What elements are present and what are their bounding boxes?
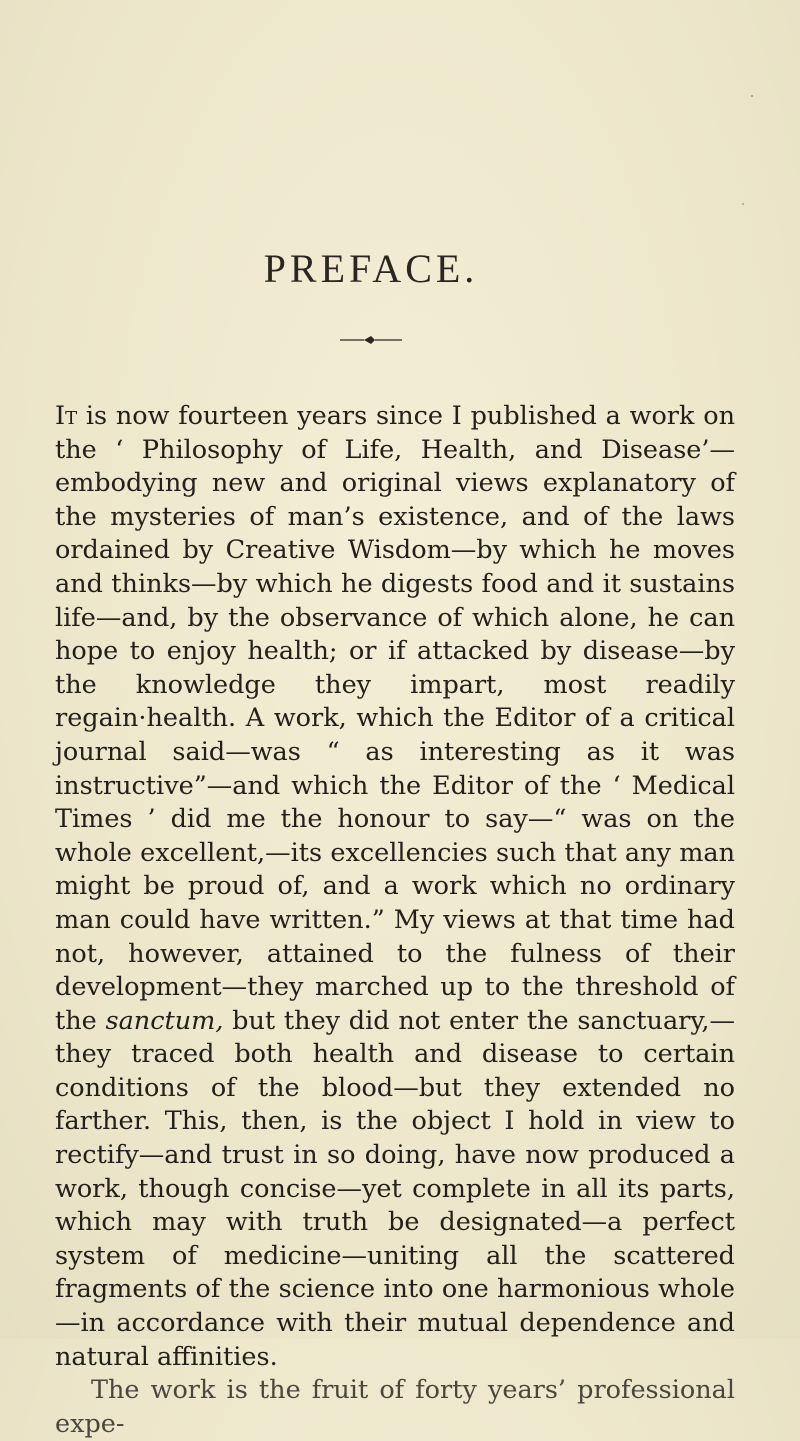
paper-speck: [742, 203, 744, 205]
paragraph-text: but they did not enter the sanctuary,—they traced both health and disease to certain conditions of the blood—but they extended no farther. This, then, is the object I hold in view to rectify—and trust in so doing, have now produced a work, though concise—yet complete in all its parts, which may with truth be designated—a perfect system of medicine—uniting all the scattered fragments of the science into one harmonious whole—in accordance with their mutual dependence and natural affinities.: [55, 1005, 735, 1372]
paragraph: The work is the fruit of forty years’ professional expe-: [55, 1375, 735, 1439]
italic-word: sanctum,: [105, 1005, 224, 1036]
paper-speck: [751, 95, 753, 97]
paragraph-text: is now fourteen years since I published a work on the ‘ Philosophy of Life, Health, and Disease’—embodying new and original views explanatory of the mysteries of man’s existence, and of the laws ordained by Creative Wisdom—by which he moves and thinks—by which he digests food and it sustains life—and, by the observance of which alone, he can hope to enjoy health; or if attacked by disease—by the knowledge they impart, most readily regain·health. A work, which the Editor of a critical journal said—was “ as interesting as it was instructive”—and which the Editor of the ‘ Medical Times ’ did me the honour to say—“ was on the whole excellent,—its excellencies such that any man might be proud of, and a work which no ordinary man could have written.” My views at that time had not, however, attained to the fulness of their development—they marched up to the threshold of the: [55, 401, 735, 1036]
preface-body: [55, 400, 735, 1441]
ornament-rule-icon: [340, 334, 402, 346]
paragraph: [55, 400, 735, 1374]
page-title: PREFACE.: [263, 246, 479, 291]
paragraph-lead: It: [55, 401, 78, 431]
